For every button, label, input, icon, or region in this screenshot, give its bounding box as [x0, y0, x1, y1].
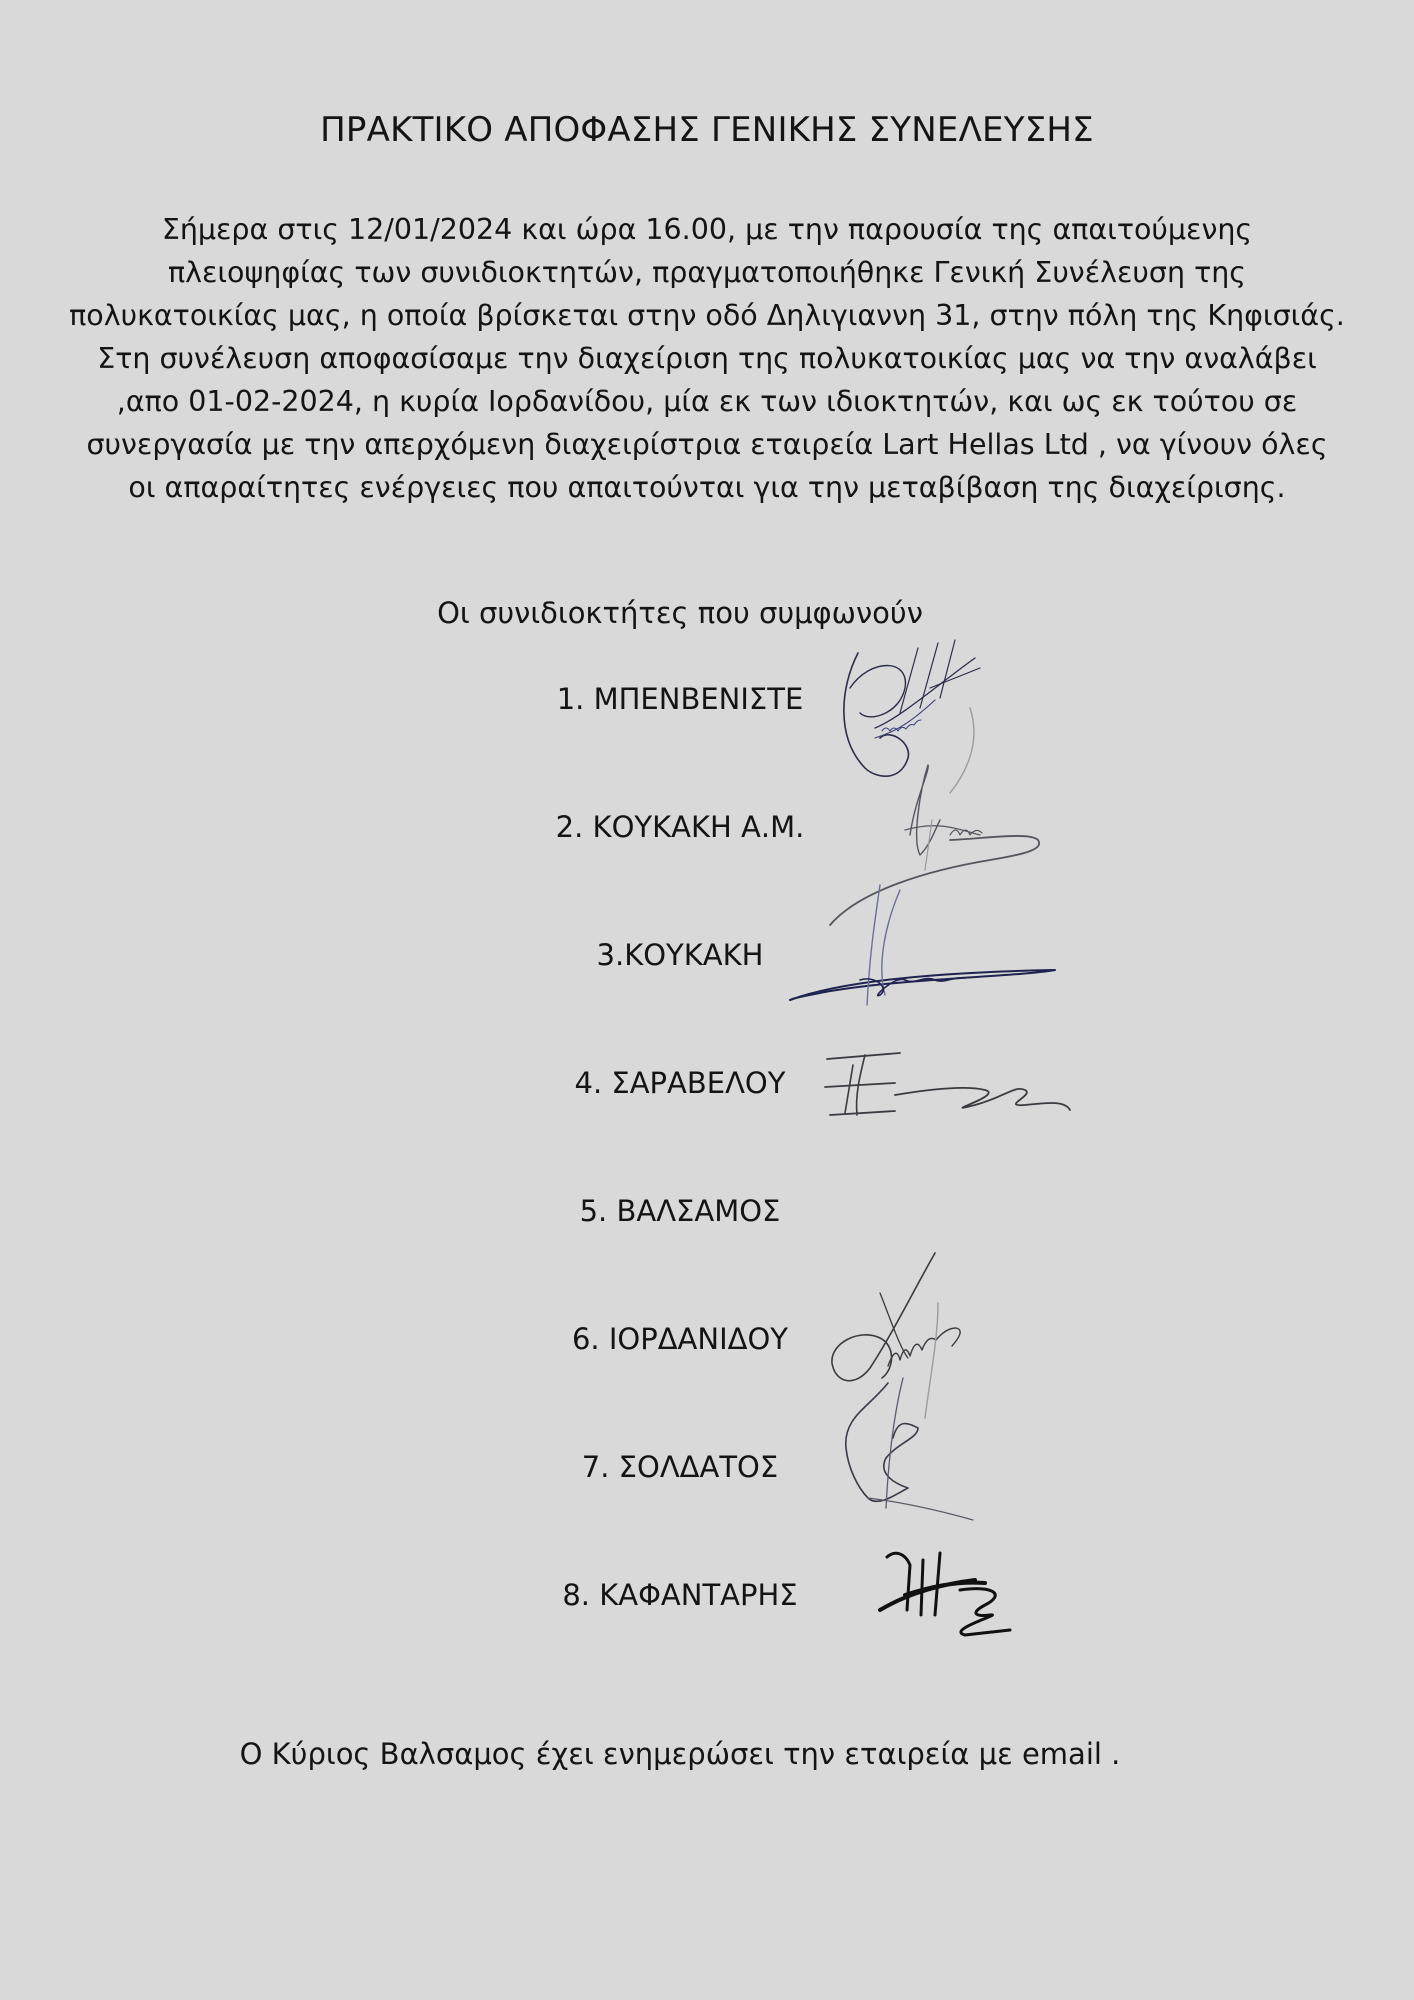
body-line: συνεργασία με την απερχόμενη διαχειρίστρια εταιρεία Lart Hellas Ltd , να γίνουν όλες	[86, 428, 1328, 461]
footer-note: Ο Κύριος Βαλσαμος έχει ενημερώσει την εταιρεία με email .	[239, 1737, 1121, 1771]
signer-name-2: 2. ΚΟΥΚΑΚΗ Α.Μ.	[555, 810, 805, 844]
signer-name-6: 6. ΙΟΡΔΑΝΙΔΟΥ	[571, 1322, 789, 1356]
body-line: Στη συνέλευση αποφασίσαμε την διαχείριση της πολυκατοικίας μας να την αναλάβει	[97, 342, 1317, 375]
signature-image-3	[785, 880, 1065, 1020]
body-line: οι απαραίτητες ενέργειες που απαιτούνται για την μεταβίβαση της διαχείρισης.	[128, 471, 1286, 504]
signer-name-4: 4. ΣΑΡΑΒΕΛΟΥ	[574, 1066, 786, 1100]
meeting-minutes-body	[50, 208, 1364, 509]
signer-name-1: 1. ΜΠΕΝΒΕΝΙΣΤΕ	[556, 682, 804, 716]
body-line: Σήμερα στις 12/01/2024 και ώρα 16.00, με την παρουσία της απαιτούμενης	[161, 213, 1253, 246]
signature-image-7	[838, 1378, 988, 1528]
signer-name-8: 8. ΚΑΦΑΝΤΑΡΗΣ	[562, 1578, 798, 1612]
body-line: πολυκατοικίας μας, η οποία βρίσκεται στην οδό Δηλιγιαννη 31, στην πόλη της Κηφισιάς.	[69, 299, 1345, 332]
signer-name-3: 3.ΚΟΥΚΑΚΗ	[596, 938, 764, 972]
body-line: ,απο 01-02-2024, η κυρία Ιορδανίδου, μία εκ των ιδιοκτητών, και ως εκ τούτου σε	[116, 385, 1298, 418]
page-title: ΠΡΑΚΤΙΚΟ ΑΠΟΦΑΣΗΣ ΓΕΝΙΚΗΣ ΣΥΝΕΛΕΥΣΗΣ	[320, 110, 1094, 150]
signer-name-5: 5. ΒΑΛΣΑΜΟΣ	[579, 1194, 781, 1228]
body-line: πλειοψηφίας των συνιδιοκτητών, πραγματοποιήθηκε Γενική Συνέλευση της	[167, 256, 1247, 289]
signers-heading: Οι συνιδιοκτήτες που συμφωνούν	[437, 596, 923, 630]
signature-image-8	[875, 1545, 1025, 1645]
signature-image-4	[805, 1045, 1085, 1125]
signer-name-7: 7. ΣΟΛΔΑΤΟΣ	[581, 1450, 779, 1484]
